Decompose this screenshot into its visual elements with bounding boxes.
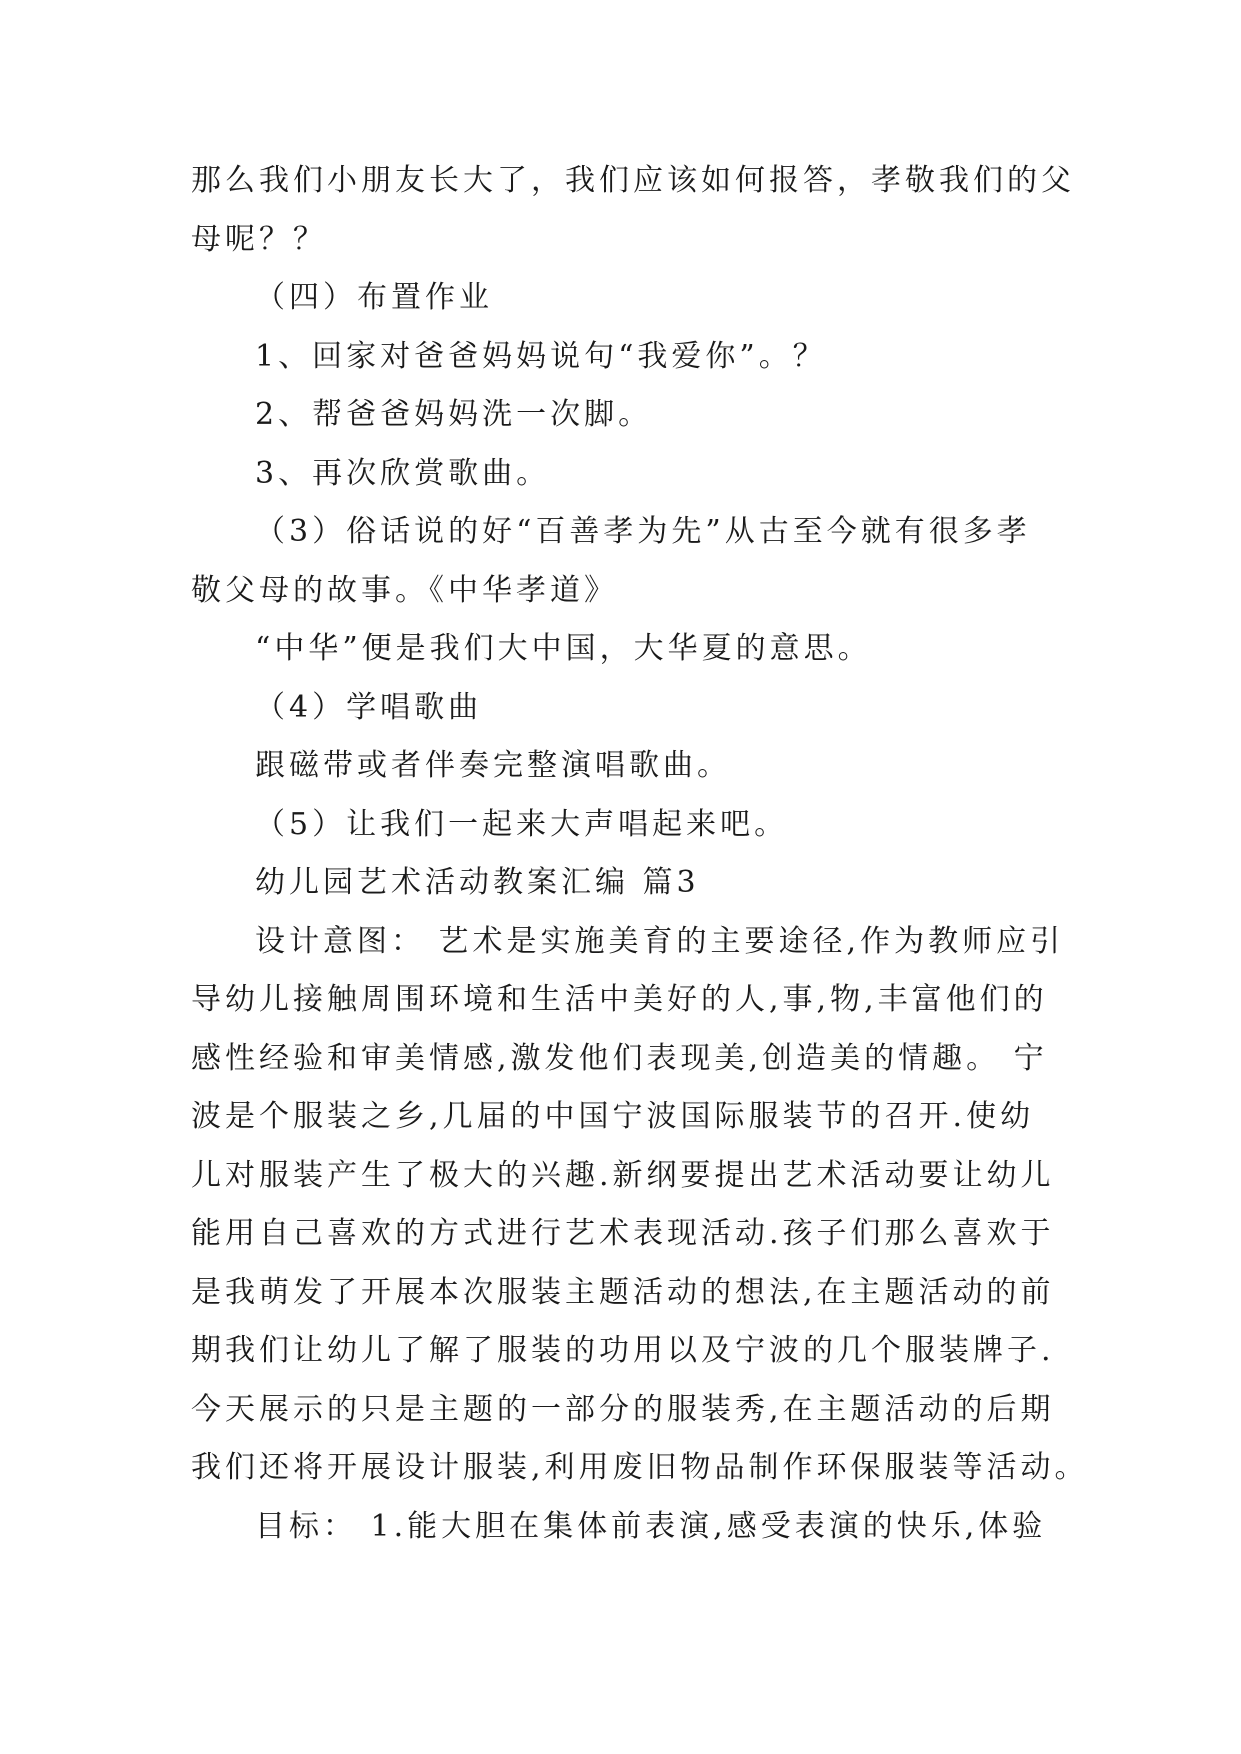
section-heading: 幼儿园艺术活动教案汇编 篇3 [255,865,700,900]
text-line: （4）学唱歌曲 [255,689,483,725]
text-line: 母呢？？ [191,221,327,257]
text-line: 那么我们小朋友长大了，我们应该如何报答，孝敬我们的父 [191,163,1075,198]
text-line: 3、再次欣赏歌曲。 [255,455,551,491]
text-line: 敬父母的故事。《中华孝道》 [191,572,618,608]
text-line: 能用自己喜欢的方式进行艺术表现活动.孩子们那么喜欢于 [191,1216,1055,1251]
document-body [191,152,1089,1556]
text-line: 跟磁带或者伴奏完整演唱歌曲。 [255,748,731,783]
text-line: 2、帮爸爸妈妈洗一次脚。 [255,397,653,432]
text-line: 目标： 1.能大胆在集体前表演,感受表演的快乐,体验 [255,1508,1047,1544]
text-line: 儿对服装产生了极大的兴趣.新纲要提出艺术活动要让幼儿 [191,1157,1055,1193]
text-line: （5）让我们一起来大声唱起来吧。 [255,806,789,842]
text-line: 是我萌发了开展本次服装主题活动的想法,在主题活动的前 [191,1274,1055,1310]
text-line: 设计意图： 艺术是实施美育的主要途径,作为教师应引 [255,923,1065,959]
text-line: 导幼儿接触周围环境和生活中美好的人,事,物,丰富他们的 [191,982,1048,1017]
text-line: 今天展示的只是主题的一部分的服装秀,在主题活动的后期 [191,1391,1055,1427]
text-line: 期我们让幼儿了解了服装的功用以及宁波的几个服装牌子. [191,1333,1055,1368]
text-line: “中华”便是我们大中国，大华夏的意思。 [255,631,872,666]
text-line: 我们还将开展设计服装,利用废旧物品制作环保服装等活动。 [191,1450,1089,1485]
text-line: 感性经验和审美情感,激发他们表现美,创造美的情趣。 宁 [191,1040,1048,1076]
text-line: 波是个服装之乡,几届的中国宁波国际服装节的召开.使幼 [191,1099,1035,1134]
text-line: （四）布置作业 [255,280,493,315]
text-line: （3）俗话说的好“百善孝为先”从古至今就有很多孝 [255,514,1031,549]
text-line: 1、回家对爸爸妈妈说句“我爱你”。？ [255,338,827,374]
